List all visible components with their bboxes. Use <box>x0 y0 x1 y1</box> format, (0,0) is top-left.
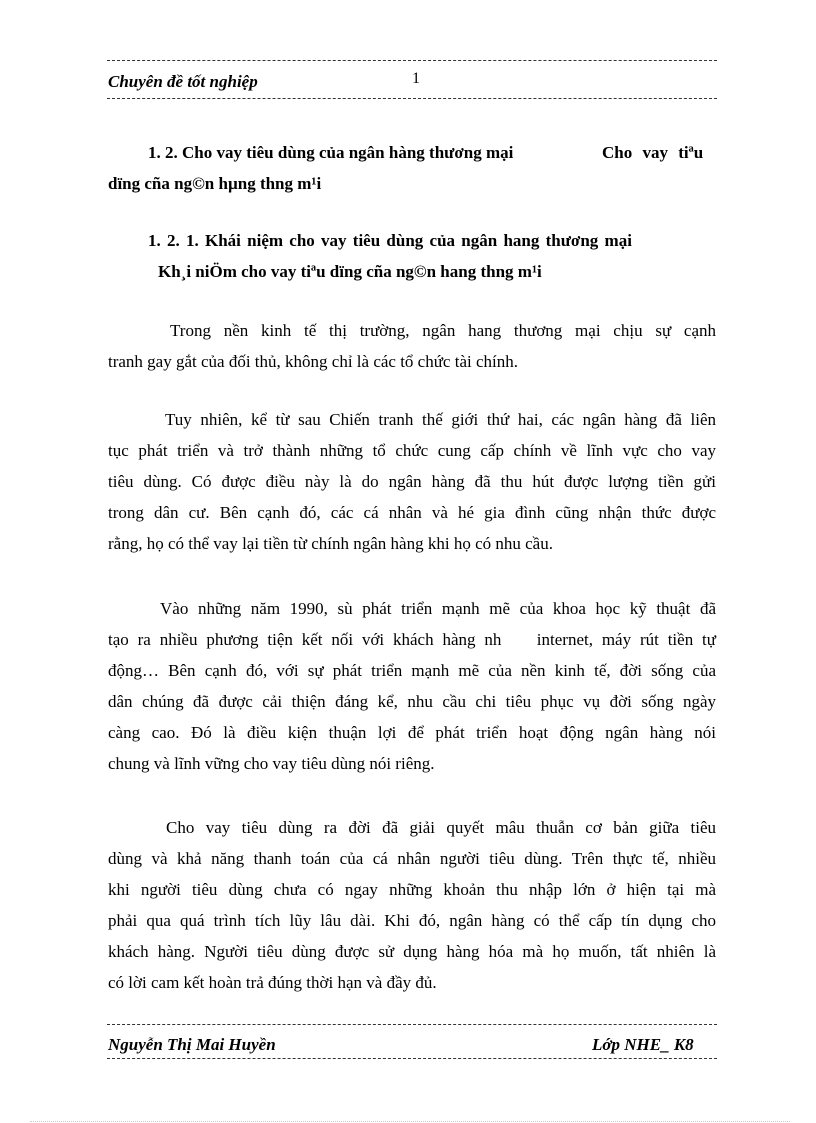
paragraph-line: Cho vay tiêu dùng ra đời đã giải quyết mâu thuẫn cơ bản giữa tiêu <box>166 818 716 837</box>
section-heading-1-2-1: 1. 2. 1. Khái niệm cho vay tiêu dùng của ngân hang thương mại <box>148 231 632 250</box>
paragraph-line: chung và lĩnh vững cho vay tiêu dùng nói riêng. <box>108 754 435 773</box>
paragraph-line: có lời cam kết hoàn trả đúng thời hạn và đầy đủ. <box>108 973 437 992</box>
paragraph-line: Tuy nhiên, kể từ sau Chiến tranh thế giới thứ hai, các ngân hàng đã liên <box>165 410 716 429</box>
section-heading-1-2-garbled-b: dïng cña ng©n hµng thng m¹i <box>108 174 322 193</box>
header-bottom-rule <box>107 98 717 99</box>
paragraph-line: rằng, họ có thể vay lại tiền từ chính ngân hàng khi họ có nhu cầu. <box>108 534 553 553</box>
paragraph-line: trong dân cư. Bên cạnh đó, các cá nhân và hé gia đình cũng nhận thức được <box>108 503 716 522</box>
section-heading-1-2-garbled-a: Cho vay tiªu <box>602 143 704 162</box>
body-paragraph-4 <box>108 812 716 998</box>
body-paragraph-2 <box>108 404 716 559</box>
paragraph-line: càng cao. Đó là điều kiện thuận lợi để phát triển hoạt động ngân hàng nói <box>108 723 716 742</box>
paragraph-line: tạo ra nhiều phương tiện kết nối với khách hàng nh internet, máy rút tiền tự <box>108 630 716 649</box>
section-heading-1-2: 1. 2. Cho vay tiêu dùng của ngân hàng thương mại <box>148 143 514 162</box>
paragraph-line: Trong nền kinh tế thị trường, ngân hang thương mại chịu sự cạnh <box>170 321 716 340</box>
section-heading-1-2-1-garbled: Kh¸i niÖm cho vay tiªu dïng cña ng©n hang thng m¹i <box>158 262 542 281</box>
header-top-rule <box>107 60 717 61</box>
footer-bottom-rule <box>107 1058 717 1059</box>
body-paragraph-3 <box>108 593 716 779</box>
paragraph-line: dân chúng đã được cải thiện đáng kể, nhu cầu chi tiêu phục vụ đời sống ngày <box>108 692 716 711</box>
paragraph-line: tục phát triển và trở thành những tổ chức cung cấp chính về lĩnh vực cho vay <box>108 441 716 460</box>
footer-top-rule <box>107 1024 717 1025</box>
document-header-title: Chuyên đề tốt nghiệp <box>108 72 258 91</box>
page-number: 1 <box>412 70 420 87</box>
body-paragraph-1 <box>108 315 716 377</box>
footer-class-label: Lớp NHE_ K8 <box>592 1035 694 1054</box>
footer-author-name: Nguyễn Thị Mai Huyền <box>108 1035 276 1054</box>
paragraph-line: Vào những năm 1990, sù phát triển mạnh mẽ của khoa học kỹ thuật đã <box>160 599 716 618</box>
paragraph-line: phải qua quá trình tích lũy lâu dài. Khi đó, ngân hàng có thể cấp tín dụng cho <box>108 911 716 930</box>
paragraph-line: tiêu dùng. Có được điều này là do ngân hàng đã thu hút được lượng tiền gửi <box>108 472 716 491</box>
paragraph-line: động… Bên cạnh đó, với sự phát triển mạnh mẽ của nền kinh tế, đời sống của <box>108 661 716 680</box>
paragraph-line: dùng và khả năng thanh toán của cá nhân người tiêu dùng. Trên thực tế, nhiều <box>108 849 716 868</box>
paragraph-line: tranh gay gắt của đối thủ, không chỉ là các tổ chức tài chính. <box>108 352 518 371</box>
paragraph-line: khách hàng. Người tiêu dùng được sử dụng hàng hóa mà họ muốn, tất nhiên là <box>108 942 716 961</box>
paragraph-line: khi người tiêu dùng chưa có ngay những khoản thu nhập lớn ở hiện tại mà <box>108 880 716 899</box>
page-bottom-edge <box>30 1121 790 1122</box>
